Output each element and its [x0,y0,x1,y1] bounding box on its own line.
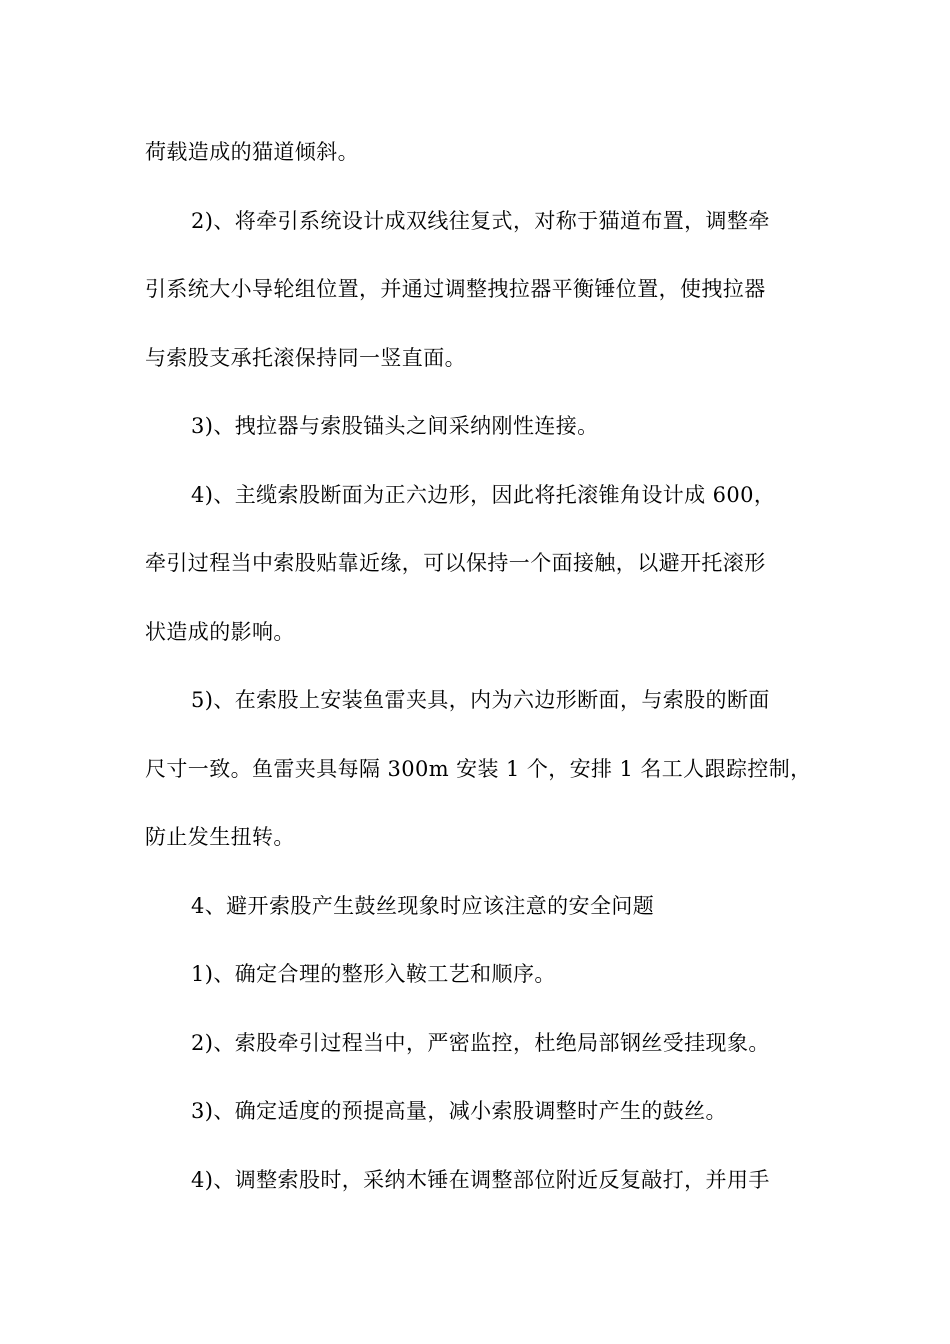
text-line: 4)、调整索股时，采纳木锤在调整部位附近反复敲打，并用手 [191,1167,770,1192]
text-line: 1)、确定合理的整形入鞍工艺和顺序。 [191,962,556,986]
text-line: 2)、将牵引系统设计成双线往复式，对称于猫道布置，调整牵 [191,208,770,233]
text-line: 3)、拽拉器与索股锚头之间采纳刚性连接。 [191,414,599,438]
section-heading: 4、避开索股产生鼓丝现象时应该注意的安全问题 [191,893,655,918]
text-line: 尺寸一致。鱼雷夹具每隔 300m 安装 1 个，安排 1 名工人跟踪控制， [145,756,812,781]
text-line: 2)、索股牵引过程当中，严密监控，杜绝局部钢丝受挂现象。 [191,1030,770,1055]
text-line: 防止发生扭转。 [145,825,295,849]
text-line: 牵引过程当中索股贴靠近缘，可以保持一个面接触，以避开托滚形 [145,551,766,575]
document-body [145,130,810,1226]
text-line: 引系统大小导轮组位置，并通过调整拽拉器平衡锤位置，使拽拉器 [145,277,766,301]
text-line: 状造成的影响。 [145,619,295,644]
text-line: 荷载造成的猫道倾斜。 [145,140,359,164]
text-line: 5)、在索股上安装鱼雷夹具，内为六边形断面，与索股的断面 [191,688,770,712]
text-line: 3)、确定适度的预提高量，减小索股调整时产生的鼓丝。 [191,1099,727,1123]
text-line: 与索股支承托滚保持同一竖直面。 [145,345,466,370]
text-line: 4)、主缆索股断面为正六边形，因此将托滚锥角设计成 600， [191,482,776,507]
